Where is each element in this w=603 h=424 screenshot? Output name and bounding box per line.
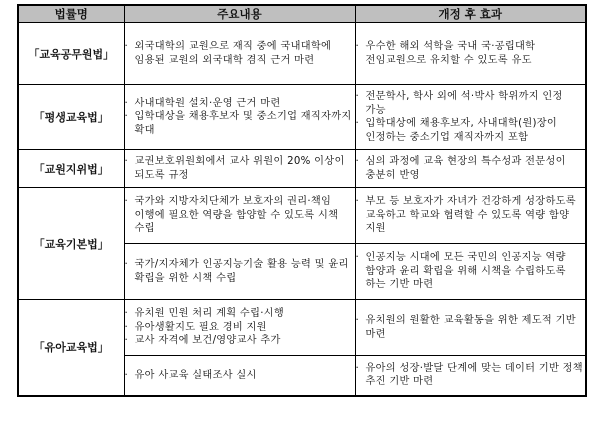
table-row xyxy=(18,300,586,356)
bullet-marker: · xyxy=(355,196,359,208)
main-content-cell xyxy=(124,300,355,356)
bullet-marker: · xyxy=(355,315,359,326)
bullet-marker: · xyxy=(355,156,359,167)
list-item: · 국가와 지방자치단체가 보호자의 권리·책임 이행에 필요한 역량을 함양할 수 있도록 시책 수립 xyxy=(124,196,339,235)
list-item: · 부모 등 보호자가 자녀가 건강하게 성장하도록 교육하고 학교와 협력할 수 있도록 역량 함양 지원 xyxy=(355,196,576,235)
list-item: · 심의 과정에 교육 현장의 특수성과 전문성이 충분히 반영 xyxy=(355,156,566,181)
list-item: · 유치원 민원 처리 계획 수립·시행 xyxy=(124,308,285,320)
list-item: · 교사 자격에 보건/영양교사 추가 xyxy=(124,335,281,347)
table-row xyxy=(18,188,586,244)
effect-cell xyxy=(355,356,586,396)
bullet-marker: · xyxy=(124,41,128,52)
bullet-marker: · xyxy=(124,321,128,333)
law-amendment-table xyxy=(17,4,587,397)
main-content-cell xyxy=(124,150,355,188)
bullet-marker: · xyxy=(355,91,359,102)
effect-cell xyxy=(355,85,586,150)
table-header-row xyxy=(18,5,586,23)
list-item: · 우수한 해외 석학을 국내 국·공립대학 전임교원으로 유치할 수 있도록 유도 xyxy=(355,41,536,66)
bullet-marker: · xyxy=(124,308,128,320)
bullet-marker: · xyxy=(124,369,128,381)
list-item: · 유아의 성장·발달 단계에 맞는 데이터 기반 정책 추진 기반 마련 xyxy=(355,362,583,388)
effect-cell xyxy=(355,150,586,188)
table-row xyxy=(18,85,586,150)
main-content-cell xyxy=(124,356,355,396)
main-content-cell xyxy=(124,188,355,244)
list-item: · 입학대상을 채용후보자 및 중소기업 재직자까지 확대 xyxy=(124,111,352,136)
table-row xyxy=(18,150,586,188)
bullet-marker: · xyxy=(124,156,128,167)
list-item: · 외국대학의 교원으로 재직 중에 국내대학에 임용된 교원의 외국대학 겸직 근거 마련 xyxy=(124,41,332,66)
effect-cell xyxy=(355,244,586,300)
bullet-marker: · xyxy=(355,252,359,264)
law-name-cell: 「평생교육법」 xyxy=(18,85,124,150)
bullet-marker: · xyxy=(355,118,359,129)
list-item: · 사내대학원 설치·운영 근거 마련 xyxy=(124,97,281,109)
bullet-marker: · xyxy=(355,41,359,52)
law-name-cell: 「교원지위법」 xyxy=(18,150,124,188)
list-item: · 국가/지자체가 인공지능기술 활용 능력 및 윤리 확립을 위한 시책 수립 xyxy=(124,259,349,284)
header-main-content: 주요내용 xyxy=(124,5,355,23)
list-item: · 전문학사, 학사 외에 석·박사 학위까지 인정 가능 xyxy=(355,91,563,116)
bullet-marker: · xyxy=(124,259,128,270)
main-content-cell xyxy=(124,244,355,300)
effect-cell xyxy=(355,300,586,356)
law-name-cell: 「교육기본법」 xyxy=(18,188,124,300)
bullet-marker: · xyxy=(355,362,359,374)
bullet-marker: · xyxy=(124,196,128,208)
list-item: · 입학대상에 채용후보자, 사내대학(원)장이 인정하는 중소기업 재직자까지 포함 xyxy=(355,118,558,143)
effect-cell xyxy=(355,188,586,244)
list-item: · 유아 사교육 실태조사 실시 xyxy=(124,369,257,381)
effect-cell xyxy=(355,23,586,85)
list-item: · 교권보호위원회에서 교사 위원이 20% 이상이 되도록 규정 xyxy=(124,156,345,181)
bullet-marker: · xyxy=(124,335,128,347)
header-effect: 개정 후 효과 xyxy=(355,5,586,23)
law-name-cell: 「유아교육법」 xyxy=(18,300,124,396)
bullet-marker: · xyxy=(124,97,128,109)
main-content-cell xyxy=(124,85,355,150)
main-content-cell xyxy=(124,23,355,85)
header-law-name: 법률명 xyxy=(18,5,124,23)
table-row xyxy=(18,23,586,85)
bullet-marker: · xyxy=(124,111,128,123)
list-item: · 유치원의 원활한 교육활동을 위한 제도적 기반 마련 xyxy=(355,315,576,340)
list-item: · 인공지능 시대에 모든 국민의 인공지능 역량 함양과 윤리 확립을 위해 시책을 수립하도록 하는 기반 마련 xyxy=(355,252,566,291)
law-name-cell: 「교육공무원법」 xyxy=(18,23,124,85)
list-item: · 유아생활지도 필요 경비 지원 xyxy=(124,321,267,333)
